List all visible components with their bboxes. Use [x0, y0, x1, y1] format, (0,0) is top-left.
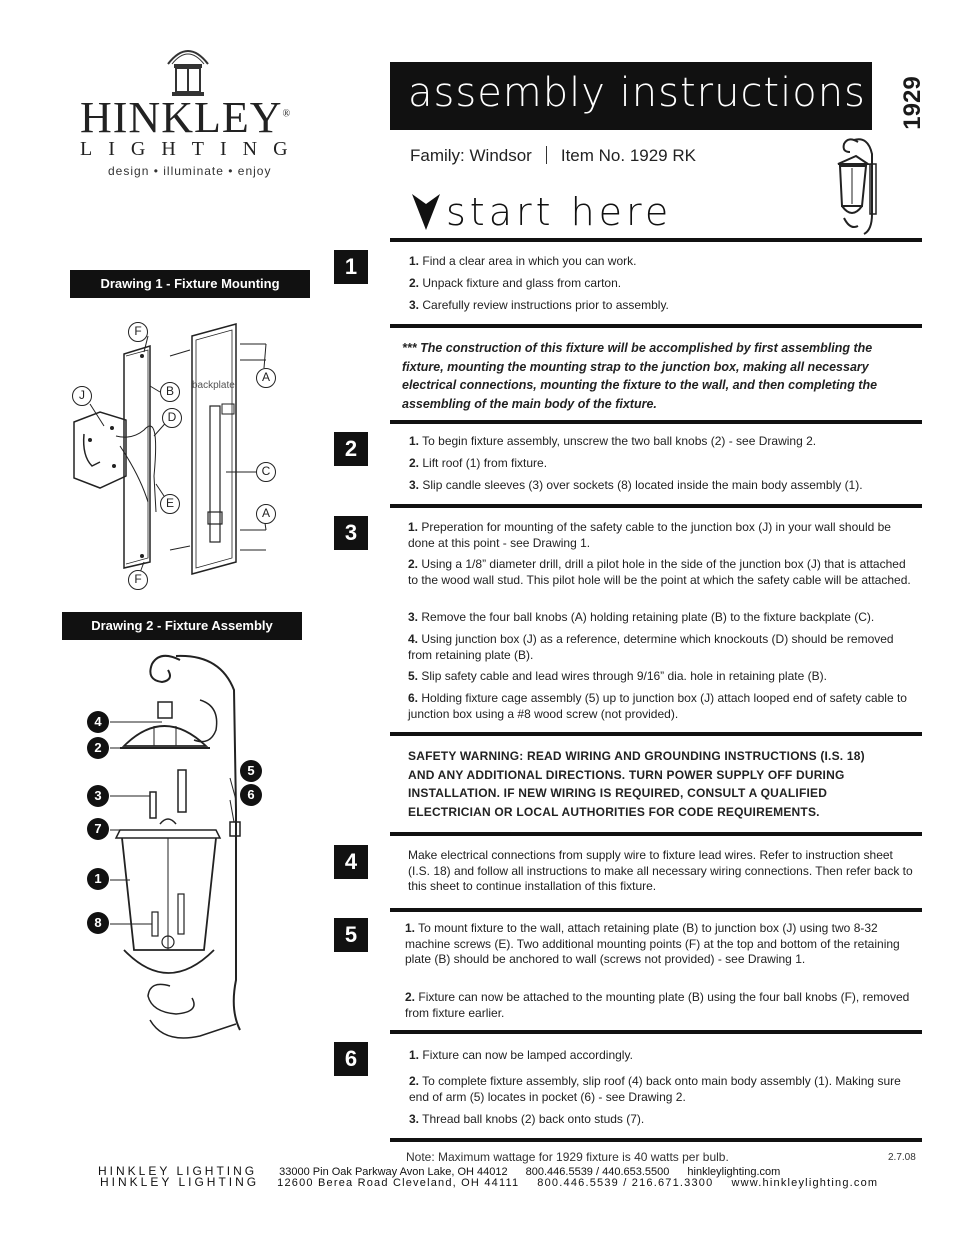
divider — [390, 832, 922, 836]
callout-c: C — [256, 462, 276, 482]
step-number-4: 4 — [334, 845, 368, 879]
item-label: Item No. 1929 RK — [560, 146, 696, 165]
logo-subtitle: LIGHTING — [80, 138, 304, 160]
step3-item-1: 1. Preperation for mounting of the safety cable to the junction box (J) in your wall should be done at this point - see Drawing 1. — [408, 520, 891, 550]
title-bar — [390, 62, 872, 130]
step-number-3: 3 — [334, 516, 368, 550]
footer-address-1: HINKLEY LIGHTING 33000 Pin Oak Parkway Avon Lake, OH 44012 800.446.5539 / 440.653.5500 hinkleylighting.com — [98, 1164, 781, 1178]
step5-item-2: 2. Fixture can now be attached to the mounting plate (B) using the four ball knobs (F), removed from fixture earlier. — [405, 990, 910, 1020]
step-number-1: 1 — [334, 250, 368, 284]
callout-2: 2 — [87, 737, 109, 759]
callout-e: E — [160, 494, 180, 514]
mounting-diagram-icon — [60, 316, 320, 598]
drawing1-label: Drawing 1 - Fixture Mounting — [70, 270, 310, 298]
revision-date: 2.7.08 — [888, 1152, 916, 1163]
wattage-note: Note: Maximum wattage for 1929 fixture is 40 watts per bulb. — [406, 1150, 729, 1164]
step3-item-6: 6. Holding fixture cage assembly (5) up to junction box (J) attach looped end of safety cable to junction box using a #8 wood screw (not provided). — [408, 691, 907, 721]
logo-tagline: design • illuminate • enjoy — [108, 164, 272, 178]
step4-text: Make electrical connections from supply wire to fixture lead wires. Refer to instruction sheet (I.S. 18) and follow all instructions to make all necessary wiring connections. Then refer back to this sheet to continue installation of this fixture. — [408, 848, 913, 893]
logo-name: HINKLEY® — [80, 93, 292, 142]
arrow-down-icon — [412, 194, 440, 230]
step6-item-3: 3. Thread ball knobs (2) back onto studs (7). — [409, 1112, 645, 1126]
callout-7: 7 — [87, 818, 109, 840]
lantern-assembly-diagram-icon — [80, 650, 260, 1058]
divider — [390, 238, 922, 242]
callout-a-bottom: A — [256, 504, 276, 524]
step6-item-1: 1. Fixture can now be lamped accordingly. — [409, 1048, 633, 1062]
divider — [390, 908, 922, 912]
drawing2-fixture-assembly — [80, 650, 260, 1058]
callout-j: J — [72, 386, 92, 406]
safety-warning: SAFETY WARNING: READ WIRING AND GROUNDING INSTRUCTIONS (I.S. 18) AND ANY ADDITIONAL DIRECTIONS. TURN POWER SUPPLY OFF DURING INSTALLATION. IF NEW WIRING IS REQUIRED, CONSULT A QUALIFIED ELECTRICIAN OR LOCAL AUTHORITIES FOR CODE REQUIREMENTS. — [408, 749, 865, 819]
callout-8: 8 — [87, 912, 109, 934]
start-here-heading: start here — [446, 190, 673, 234]
family-line — [410, 146, 696, 166]
step3-item-4: 4. Using junction box (J) as a reference, determine which knockouts (D) should be removed from retaining plate (B). — [408, 632, 894, 662]
divider — [390, 504, 922, 508]
step2-item-2: 2. Lift roof (1) from fixture. — [409, 456, 548, 470]
callout-3: 3 — [87, 785, 109, 807]
wall-lantern-icon — [828, 134, 884, 238]
hinkley-logo — [70, 40, 310, 190]
step2-item-1: 1. To begin fixture assembly, unscrew the two ball knobs (2) - see Drawing 2. — [409, 434, 817, 448]
callout-4: 4 — [87, 711, 109, 733]
step5-item-1: 1. To mount fixture to the wall, attach retaining plate (B) to junction box (J) using two 8-32 machine screws (E). Two additional mounting points (F) at the top and bottom of the retaining plate (B) should be anchored to wall (screws not provided) - see Drawing 1. — [405, 921, 900, 966]
step1-item-1: 1. Find a clear area in which you can work. — [409, 254, 637, 268]
step6-item-2: 2. To complete fixture assembly, slip roof (4) back onto main body assembly (1). Making sure end of arm (5) locates in pocket (6) - see Drawing 2. — [409, 1074, 901, 1104]
step3-item-2: 2. Using a 1/8” diameter drill, drill a pilot hole in the side of the junction box (J) that is attached to the wood wall stud. This pilot hole will be the point at which the safety cable will be attached. — [408, 557, 911, 587]
callout-f-bottom: F — [128, 570, 148, 590]
divider — [390, 1030, 922, 1034]
step3-item-5: 5. Slip safety cable and lead wires through 9/16” dia. hole in retaining plate (B). — [408, 669, 827, 683]
family-label: Family: Windsor — [410, 146, 532, 165]
callout-5: 5 — [240, 760, 262, 782]
step2-item-3: 3. Slip candle sleeves (3) over sockets (8) located inside the main body assembly (1). — [409, 478, 863, 492]
callout-b: B — [160, 382, 180, 402]
step1-item-3: 3. Carefully review instructions prior to assembly. — [409, 298, 669, 312]
step1-item-2: 2. Unpack fixture and glass from carton. — [409, 276, 622, 290]
item-number-vertical: 1929 — [899, 76, 926, 130]
step-number-5: 5 — [334, 918, 368, 952]
callout-d: D — [162, 408, 182, 428]
callout-6: 6 — [240, 784, 262, 806]
drawing1-fixture-mounting — [60, 316, 320, 598]
lantern-logo-icon — [162, 42, 214, 98]
callout-f-top: F — [128, 322, 148, 342]
step3-item-3: 3. Remove the four ball knobs (A) holding retaining plate (B) to the fixture backplate (C). — [408, 610, 875, 624]
drawing2-label: Drawing 2 - Fixture Assembly — [62, 612, 302, 640]
backplate-label: backplate — [192, 380, 235, 391]
construction-note: *** The construction of this fixture will be accomplished by first assembling the fixture, mounting the mounting strap to the junction box, making all necessary electrical connections, mounting the fixture to the wall, and then completing the assembling of the main body of the fixture. — [402, 341, 878, 411]
divider — [390, 732, 922, 736]
divider — [390, 1138, 922, 1142]
callout-a-top: A — [256, 368, 276, 388]
step-number-6: 6 — [334, 1042, 368, 1076]
divider — [390, 324, 922, 328]
divider — [390, 420, 922, 424]
page-title: assembly instructions — [408, 70, 866, 116]
footer-address-2: HINKLEY LIGHTING 12600 Berea Road Cleveland, OH 44111 800.446.5539 / 216.671.3300 www.hinkleylighting.com — [100, 1175, 879, 1189]
callout-1: 1 — [87, 868, 109, 890]
step-number-2: 2 — [334, 432, 368, 466]
